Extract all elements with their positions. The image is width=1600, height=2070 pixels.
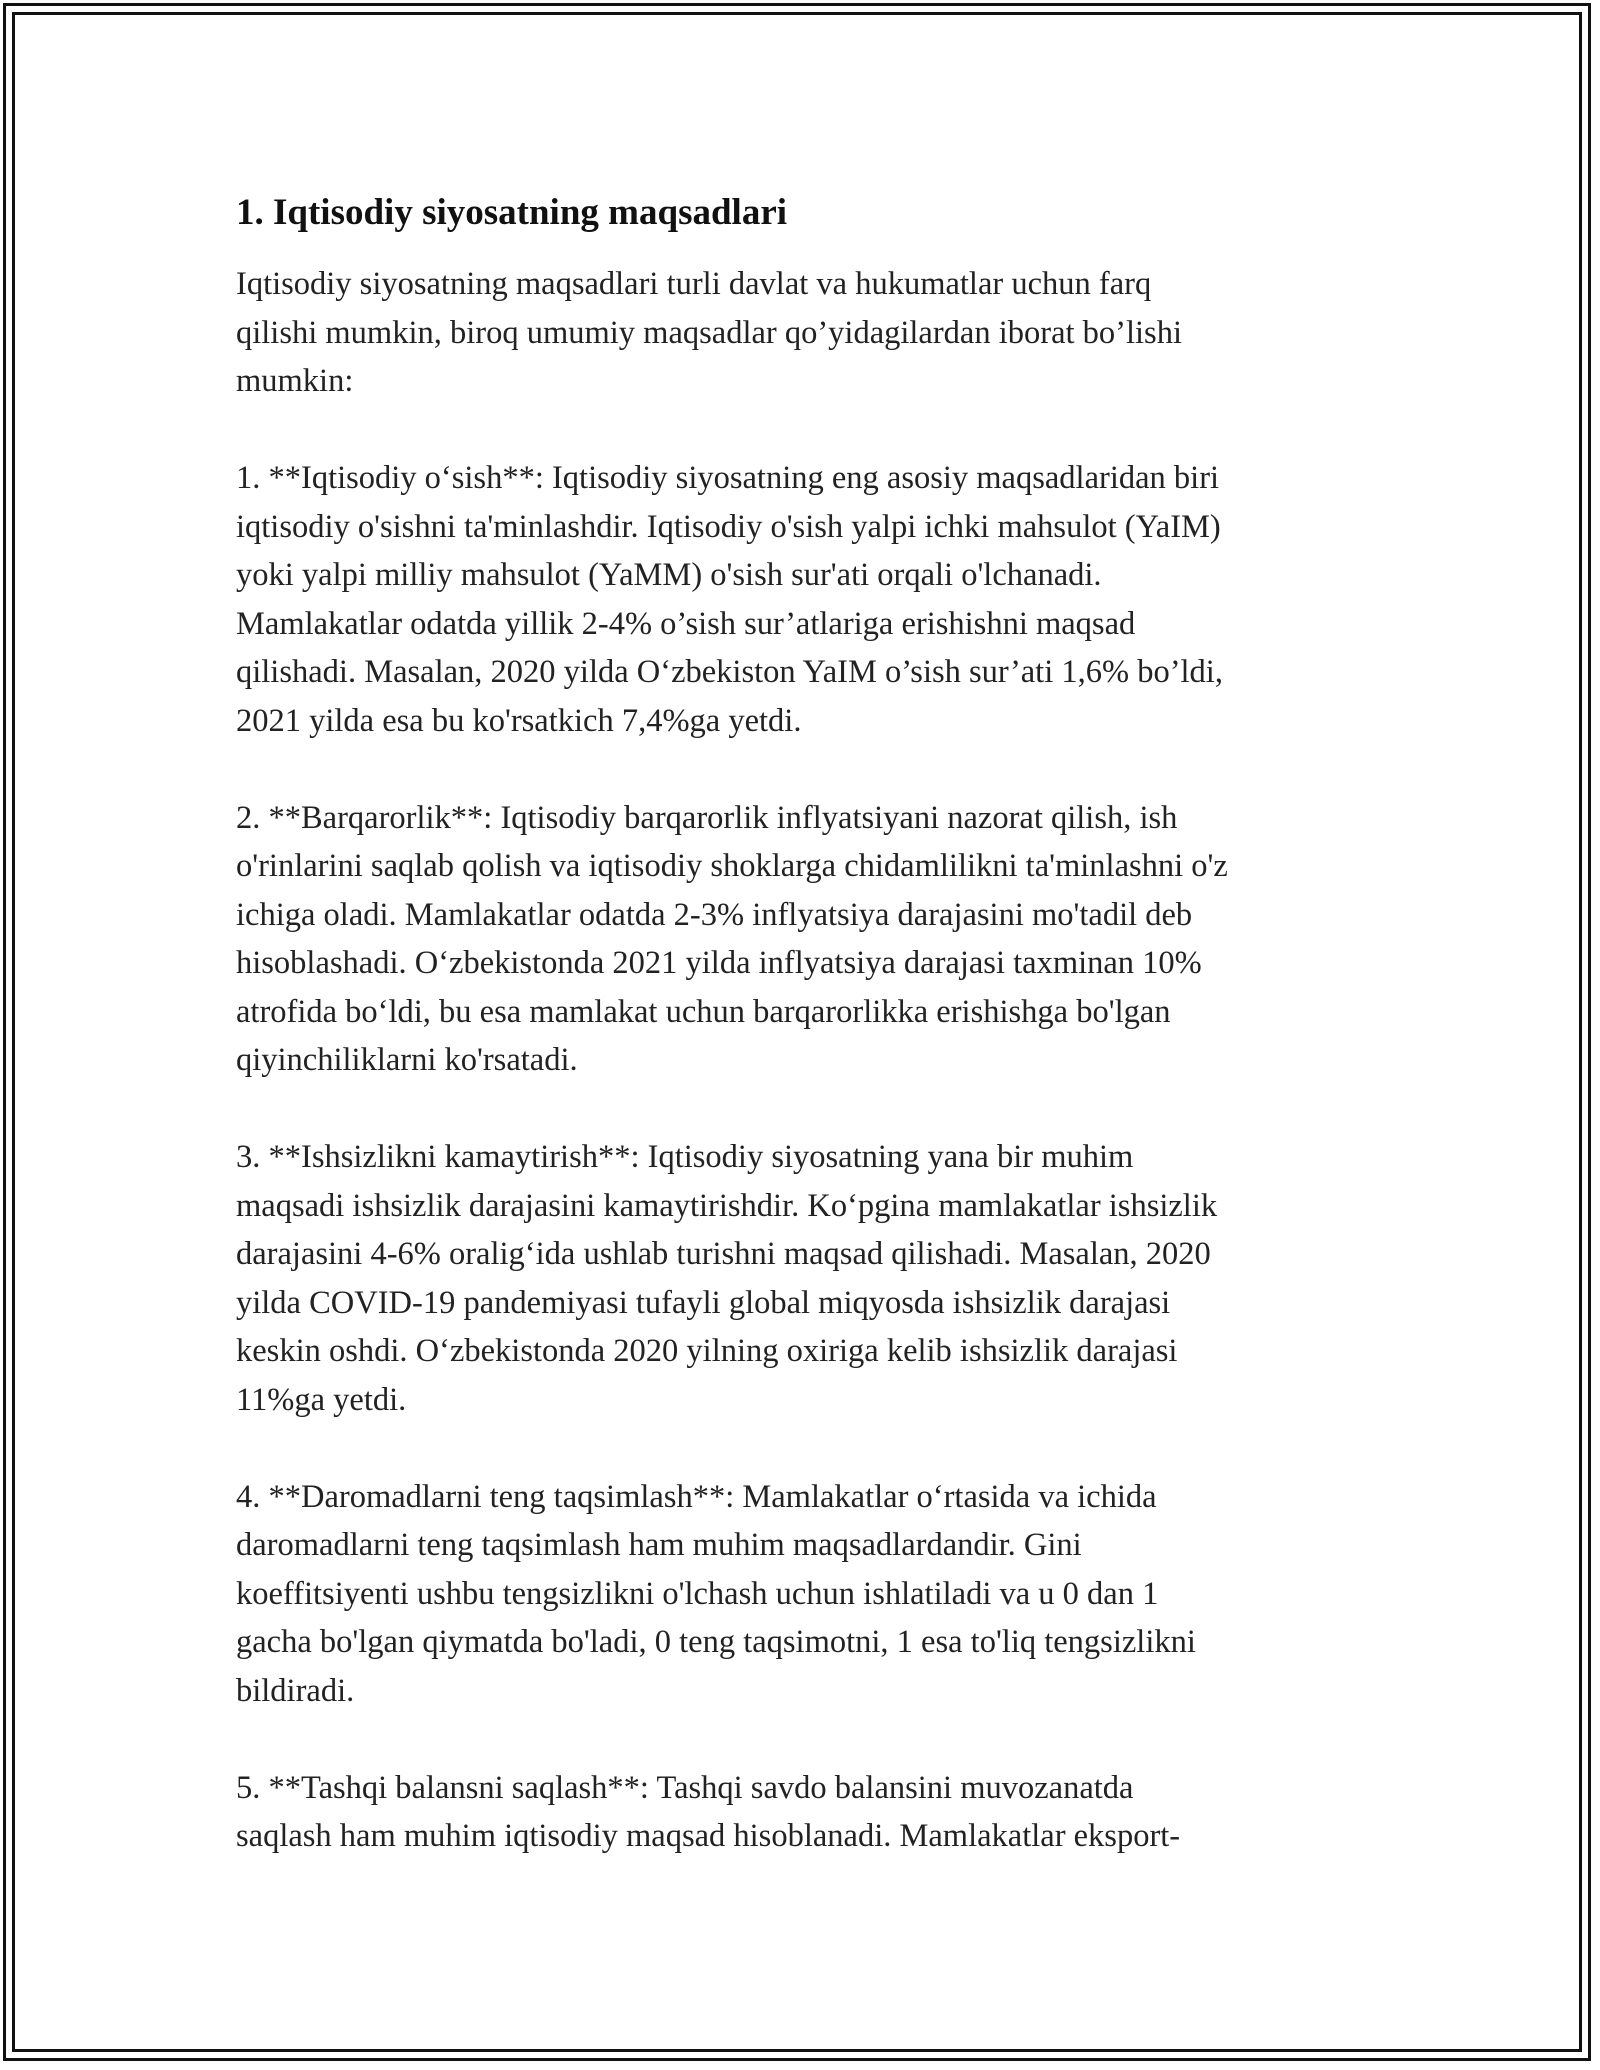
intro-paragraph: Iqtisodiy siyosatning maqsadlari turli davlat va hukumatlar uchun farq qilishi mumkin, biroq umumiy maqsadlar qo’yidagilardan iborat bo’lishi mumkin:	[236, 266, 1182, 399]
document-body	[236, 188, 1366, 1909]
goal-paragraph-stability: 2. **Barqarorlik**: Iqtisodiy barqarorlik inflyatsiyani nazorat qilish, ish o'rinlarini saqlab qolish va iqtisodiy shoklarga chidamlilikni ta'minlashni o'z ichiga oladi. Mamlakatlar odatda 2-3% inflyatsiya darajasini mo'tadil deb hisoblashadi. O‘zbekistonda 2021 yilda inflyatsiya darajasi taxminan 10% atrofida bo‘ldi, bu esa mamlakat uchun barqarorlikka erishishga bo'lgan qiyinchiliklarni ko'rsatadi.	[236, 799, 1228, 1078]
goal-paragraph-external-balance: 5. **Tashqi balansni saqlash**: Tashqi savdo balansini muvozanatda saqlash ham muhim iqtisodiy maqsad hisoblanadi. Mamlakatlar eksport-	[236, 1769, 1181, 1854]
goal-paragraph-economic-growth: 1. **Iqtisodiy o‘sish**: Iqtisodiy siyosatning eng asosiy maqsadlaridan biri iqtisodiy o'sishni ta'minlashdir. Iqtisodiy o'sish yalpi ichki mahsulot (YaIM) yoki yalpi milliy mahsulot (YaMM) o'sish sur'ati orqali o'lchanadi. Mamlakatlar odatda yillik 2-4% o’sish sur’atlariga erishishni maqsad qilishadi. Masalan, 2020 yilda O‘zbekiston YaIM o’sish sur’ati 1,6% bo’ldi, 2021 yilda esa bu ko'rsatkich 7,4%ga yetdi.	[236, 460, 1223, 739]
goal-paragraph-income-distribution: 4. **Daromadlarni teng taqsimlash**: Mamlakatlar o‘rtasida va ichida daromadlarni teng taqsimlash ham muhim maqsadlardandir. Gini koeffitsiyenti ushbu tengsizlikni o'lchash uchun ishlatiladi va u 0 dan 1 gacha bo'lgan qiymatda bo'ladi, 0 teng taqsimotni, 1 esa to'liq tengsizlikni bildiradi.	[236, 1478, 1196, 1709]
section-heading: 1. Iqtisodiy siyosatning maqsadlari	[236, 192, 788, 233]
goal-paragraph-unemployment: 3. **Ishsizlikni kamaytirish**: Iqtisodiy siyosatning yana bir muhim maqsadi ishsizlik darajasini kamaytirishdir. Ko‘pgina mamlakatlar ishsizlik darajasini 4-6% oralig‘ida ushlab turishni maqsad qilishadi. Masalan, 2020 yilda COVID-19 pandemiyasi tufayli global miqyosda ishsizlik darajasi keskin oshdi. O‘zbekistonda 2020 yilning oxiriga kelib ishsizlik darajasi 11%ga yetdi.	[236, 1139, 1218, 1418]
